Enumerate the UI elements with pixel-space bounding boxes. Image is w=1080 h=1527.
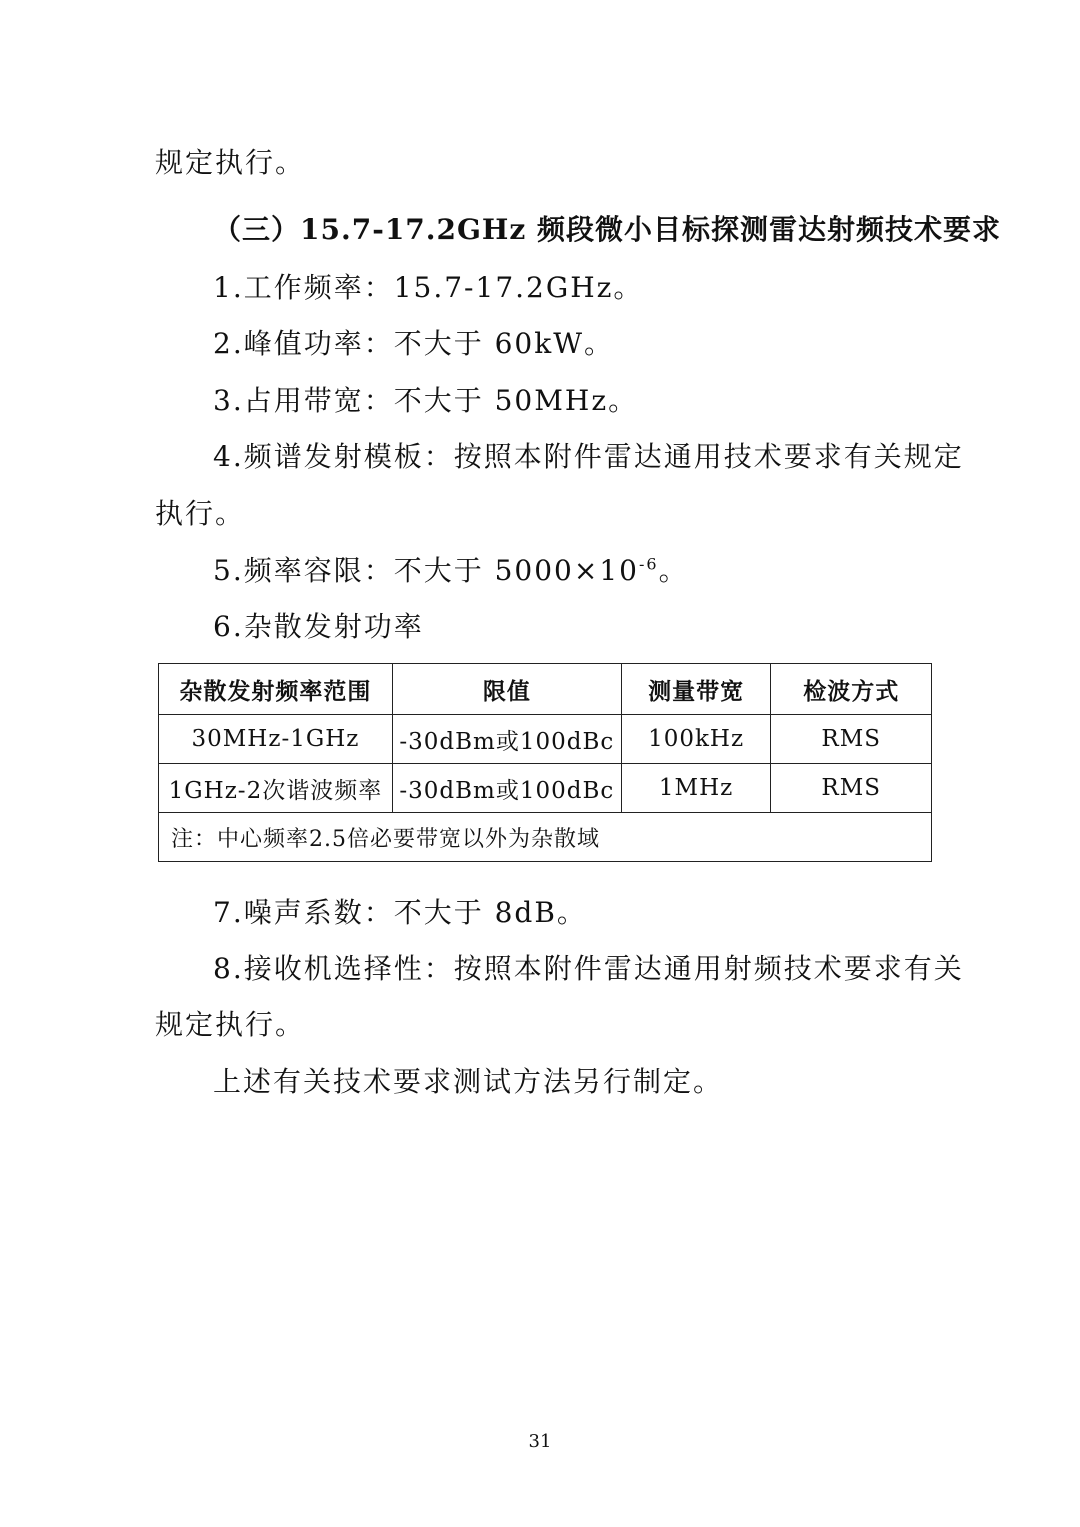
cell-frequency-range: 30MHz-1GHz [159,715,393,764]
item-peak-power: 2.峰值功率：不大于 60kW。 [213,327,614,360]
cell-limit: -30dBm或100dBc [392,715,621,764]
spurious-emission-table [158,663,932,862]
item-receiver-selectivity-continuation: 规定执行。 [155,1008,306,1041]
paragraph-continuation: 规定执行。 [155,146,306,179]
cell-frequency-range: 1GHz-2次谐波频率 [159,764,393,813]
item-spurious-emission: 6.杂散发射功率 [213,610,424,643]
item-receiver-selectivity: 8.接收机选择性：按照本附件雷达通用射频技术要求有关 [213,952,964,985]
item-spectrum-mask: 4.频谱发射模板：按照本附件雷达通用技术要求有关规定 [213,440,964,473]
table-note-row [159,813,932,862]
table-row [159,764,932,813]
cell-measurement-bandwidth: 1MHz [621,764,771,813]
cell-detection-mode: RMS [771,764,932,813]
header-detection-mode: 检波方式 [771,664,932,715]
frequency-tolerance-text: 5.频率容限：不大于 5000×10 [213,554,639,587]
frequency-tolerance-exponent: -6 [638,554,659,574]
header-limit: 限值 [392,664,621,715]
cell-detection-mode: RMS [771,715,932,764]
page-number: 31 [528,1431,552,1452]
table-note: 注：中心频率2.5倍必要带宽以外为杂散域 [159,813,932,862]
header-measurement-bandwidth: 测量带宽 [621,664,771,715]
cell-measurement-bandwidth: 100kHz [621,715,771,764]
cell-limit: -30dBm或100dBc [392,764,621,813]
item-operating-frequency: 1.工作频率：15.7-17.2GHz。 [213,271,644,304]
header-frequency-range: 杂散发射频率范围 [159,664,393,715]
item-frequency-tolerance [213,551,689,591]
table-header-row [159,664,932,715]
item-spectrum-mask-continuation: 执行。 [155,497,246,530]
closing-statement: 上述有关技术要求测试方法另行制定。 [213,1065,724,1098]
item-occupied-bandwidth: 3.占用带宽：不大于 50MHz。 [213,384,639,417]
frequency-tolerance-end: 。 [658,554,689,587]
section-heading: （三）15.7-17.2GHz 频段微小目标探测雷达射频技术要求 [213,213,1002,246]
table-row [159,715,932,764]
item-noise-figure: 7.噪声系数：不大于 8dB。 [213,896,587,929]
